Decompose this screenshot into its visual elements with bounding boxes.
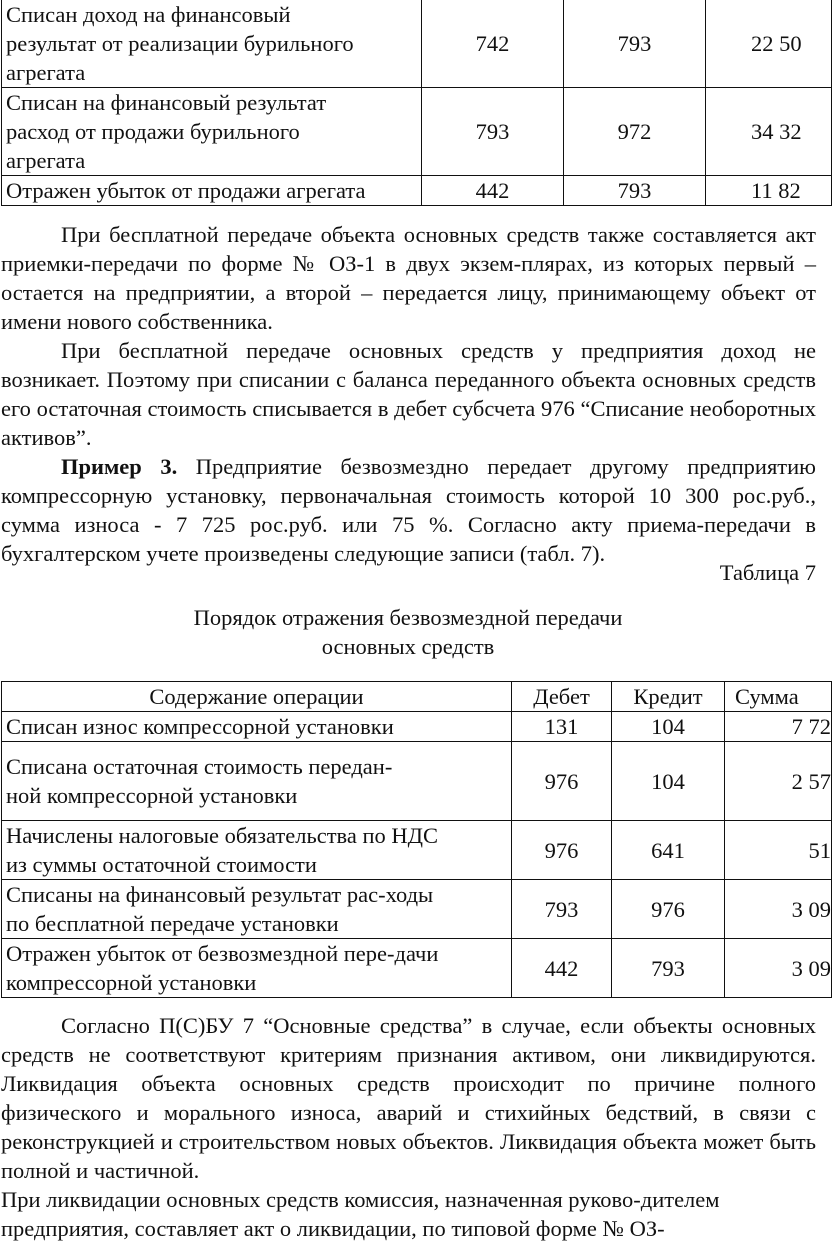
debit-cell: 976: [512, 742, 612, 821]
table-row: [2, 742, 832, 821]
operation-cell: Списан на финансовый результат расход от продажи бурильного агрегата: [2, 88, 422, 176]
sum-cell: 34 32: [706, 88, 832, 176]
sum-cell: 11 82: [706, 176, 832, 206]
example-label: Пример 3.: [61, 454, 178, 479]
table-row: [2, 712, 832, 742]
example-text: Предприятие безвозмездно передает другому предприятию компрессорную установку, первоначальная стоимость которой 10 300 рос.руб., сумма износа - 7 725 рос.руб. или 75 %. Согласно акту приема-передачи в бухгалтерском учете произведены следующие записи (табл. 7).: [1, 454, 816, 566]
sum-cell: 3 09: [725, 939, 832, 998]
body-text-lower: [1, 1011, 816, 1243]
table-row: [2, 0, 832, 88]
paragraph-5: При ликвидации основных средств комиссия, назначенная руково-дителем предприятия, составляет акт о ликвидации, по типовой форме № ОЗ-: [1, 1187, 720, 1241]
operation-cell: Списан доход на финансовый результат от реализации бурильного агрегата: [2, 0, 422, 88]
sum-cell: 2 57: [725, 742, 832, 821]
credit-cell: 793: [564, 0, 706, 88]
body-text: [1, 220, 816, 568]
operation-cell: Отражен убыток от продажи агрегата: [2, 176, 422, 206]
table-label: Таблица 7: [719, 560, 816, 585]
debit-cell: 442: [422, 176, 564, 206]
debit-cell: 442: [512, 939, 612, 998]
credit-cell: 976: [612, 880, 725, 939]
paragraph-4: Согласно П(С)БУ 7 “Основные средства” в случае, если объекты основных средств не соответствуют критериям признания активом, они ликвидируются. Ликвидация объекта основных средств происходит по причине полного физического и морального износа, аварий и стихийных бедствий, в связи с реконструкцией и строительством новых объектов. Ликвидация объекта может быть полной и частичной.: [1, 1013, 816, 1183]
table-header-row: [2, 682, 832, 712]
debit-cell: 131: [512, 712, 612, 742]
credit-cell: 793: [612, 939, 725, 998]
sum-cell: 51: [725, 821, 832, 880]
debit-cell: 793: [512, 880, 612, 939]
sum-cell: 22 50: [706, 0, 832, 88]
credit-cell: 793: [564, 176, 706, 206]
table-row: [2, 88, 832, 176]
paragraph-1: При бесплатной передаче объекта основных средств также составляется акт приемки-передачи по форме № ОЗ-1 в двух экзем-плярах, из которых первый – остается на предприятии, а второй – передается лицу, принимающему объект от имени нового собственника.: [1, 222, 816, 334]
credit-cell: 104: [612, 712, 725, 742]
header-sum: Сумма: [725, 682, 832, 712]
header-operation: Содержание операции: [2, 682, 512, 712]
table-row: [2, 821, 832, 880]
credit-cell: 641: [612, 821, 725, 880]
table-row: [2, 939, 832, 998]
paragraph-example-3: [1, 452, 816, 568]
table-7: [1, 681, 832, 998]
operation-cell: Списан износ компрессорной установки: [2, 712, 512, 742]
debit-cell: 976: [512, 821, 612, 880]
operation-cell: Начислены налоговые обязательства по НДС из суммы остаточной стоимости: [2, 821, 512, 880]
table-title: Порядок отражения безвозмездной передачи основных средств: [193, 605, 623, 659]
table-row: [2, 880, 832, 939]
debit-cell: 742: [422, 0, 564, 88]
paragraph-2: При бесплатной передаче основных средств у предприятия доход не возникает. Поэтому при списании с баланса переданного объекта основных средств его остаточная стоимость списывается в дебет субсчета 976 “Списание необоротных активов”.: [1, 338, 816, 450]
debit-cell: 793: [422, 88, 564, 176]
sum-cell: 7 72: [725, 712, 832, 742]
operation-cell: Списаны на финансовый результат рас-ходы по бесплатной передаче установки: [2, 880, 512, 939]
sum-cell: 3 09: [725, 880, 832, 939]
credit-cell: 104: [612, 742, 725, 821]
operations-table-continued: [1, 0, 832, 206]
header-credit: Кредит: [612, 682, 725, 712]
table-row: [2, 176, 832, 206]
operation-cell: Списана остаточная стоимость передан- ной компрессорной установки: [2, 742, 512, 821]
header-debit: Дебет: [512, 682, 612, 712]
operation-cell: Отражен убыток от безвозмездной пере-дачи компрессорной установки: [2, 939, 512, 998]
credit-cell: 972: [564, 88, 706, 176]
